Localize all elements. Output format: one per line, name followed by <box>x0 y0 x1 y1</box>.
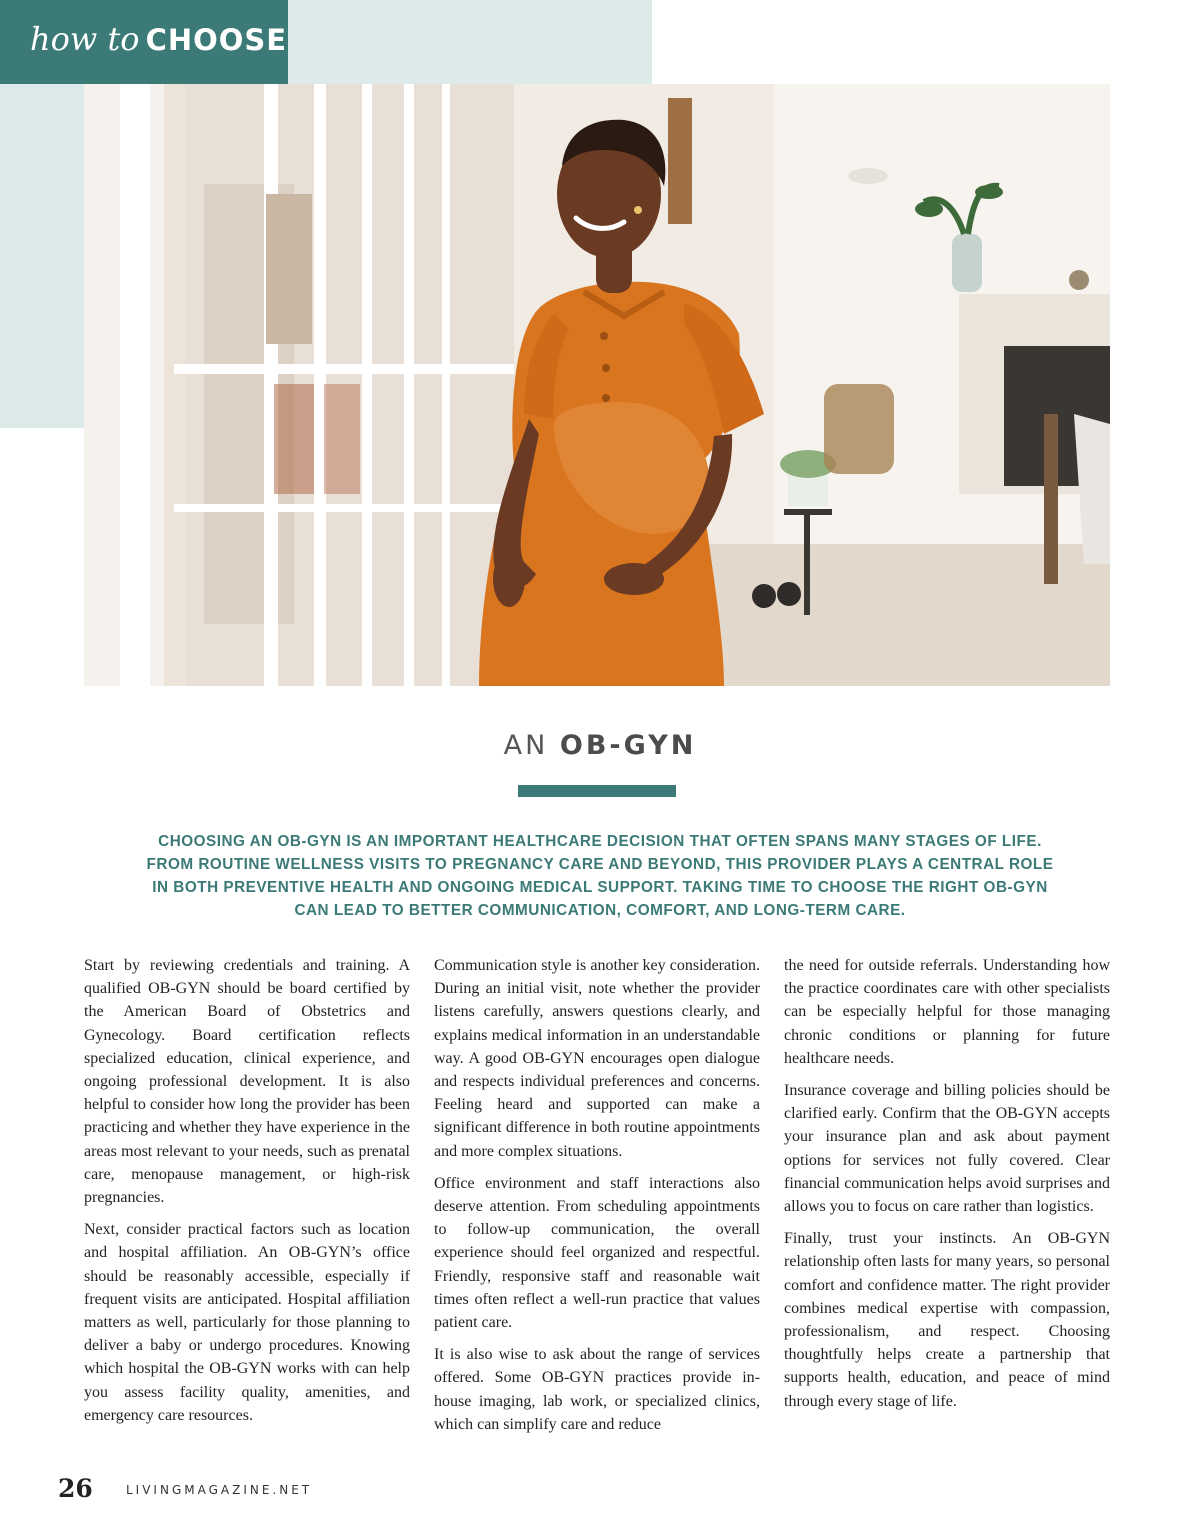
body-paragraph: It is also wise to ask about the range of services offered. Some OB-GYN practices provide in-house imaging, lab work, or specialized clinics, which can simplify care and reduce <box>434 1346 760 1433</box>
article-title-light: AN <box>503 730 549 761</box>
site-url[interactable]: LIVINGMAGAZINE.NET <box>126 1483 313 1497</box>
body-paragraph: Next, consider practical factors such as location and hospital affiliation. An OB-GYN’s office should be reasonably accessible, especially if frequent visits are anticipated. Hospital affiliation matters as well, particularly for those planning to deliver a baby or undergo procedures. Knowing which hospital the OB-GYN works with can help you assess facility quality, amenities, and emergency care resources. <box>84 1221 410 1424</box>
page-number: 26 <box>58 1474 93 1503</box>
column-2 <box>434 954 760 1445</box>
section-label-bold: CHOOSE <box>145 23 288 57</box>
column-3 <box>784 954 1110 1422</box>
page-footer <box>58 1474 313 1503</box>
article-title <box>0 730 1200 761</box>
body-paragraph: Office environment and staff interactions also deserve attention. From scheduling appointments to follow-up communication, the overall experience should feel organized and respectful. Friendly, responsive staff and reasonable wait times often reflect a well-run practice that values patient care. <box>434 1174 760 1332</box>
body-paragraph: the need for outside referrals. Understanding how the practice coordinates care with other specialists can be especially helpful for those managing chronic conditions or planning for future healthcare needs. <box>784 957 1110 1067</box>
body-paragraph: Finally, trust your instincts. An OB-GYN relationship often lasts for many years, so personal comfort and confidence matter. The right provider combines medical expertise with compassion, professionalism, and respect. Choosing thoughtfully helps create a partnership that supports health, education, and peace of mind through every stage of life. <box>784 1230 1110 1410</box>
section-label-script: how to <box>30 20 140 58</box>
body-paragraph: Start by reviewing credentials and training. A qualified OB-GYN should be board certified by the American Board of Obstetrics and Gynecology. Board certification reflects specialized education, clinical experience, and ongoing professional development. It is also helpful to consider how long the provider has been practicing and whether they have experience in the areas most relevant to your needs, such as prenatal care, menopause management, or high-risk pregnancies. <box>84 957 410 1207</box>
section-label <box>30 20 287 58</box>
section-tab <box>0 0 288 84</box>
body-paragraph: Insurance coverage and billing policies should be clarified early. Confirm that the OB-GYN accepts your insurance plan and ask about payment options for services not fully covered. Clear financial communication helps avoid surprises and allows you to focus on care rather than logistics. <box>784 1082 1110 1216</box>
article-intro: CHOOSING AN OB-GYN IS AN IMPORTANT HEALTHCARE DECISION THAT OFTEN SPANS MANY STAGES OF LIFE. FROM ROUTINE WELLNESS VISITS TO PREGNANCY CARE AND BEYOND, THIS PROVIDER PLAYS A CENTRAL ROLE IN BOTH PREVENTIVE HEALTH AND ONGOING MEDICAL SUPPORT. TAKING TIME TO CHOOSE THE RIGHT OB-GYN CAN LEAD TO BETTER COMMUNICATION, COMFORT, AND LONG-TERM CARE. <box>146 833 1054 919</box>
hero-photo-illustration <box>84 84 1110 686</box>
article-title-bold: OB-GYN <box>559 730 697 761</box>
title-underline-bar <box>518 785 676 797</box>
body-paragraph: Communication style is another key consideration. During an initial visit, note whether the provider listens carefully, answers questions clearly, and explains medical information in an understandable way. A good OB-GYN encourages open dialogue and respects individual preferences and concerns. Feeling heard and supported can make a significant difference in both routine appointments and more complex situations. <box>434 957 760 1160</box>
column-1 <box>84 954 410 1436</box>
hero-photo <box>84 84 1110 686</box>
